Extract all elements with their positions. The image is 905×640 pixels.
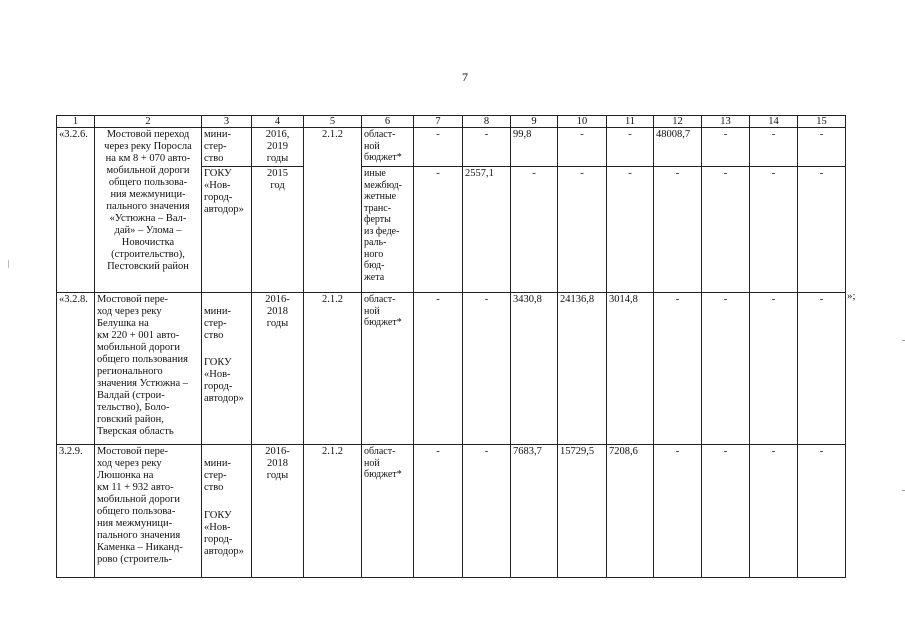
column-number: 14 <box>750 116 798 128</box>
column-number: 13 <box>702 116 750 128</box>
value-cell: 3430,8 <box>511 293 558 445</box>
value-cell: - <box>558 128 607 167</box>
item-period: 2016, 2019 годы <box>252 128 304 167</box>
value-cell: - <box>607 128 654 167</box>
value-cell: - <box>414 445 463 578</box>
column-number: 9 <box>511 116 558 128</box>
value-cell: - <box>654 167 702 293</box>
page-number: 7 <box>462 70 468 84</box>
value-cell: 7208,6 <box>607 445 654 578</box>
column-number: 11 <box>607 116 654 128</box>
value-cell: - <box>702 167 750 293</box>
item-ref: 2.1.2 <box>304 293 362 445</box>
value-cell: - <box>511 167 558 293</box>
value-cell: - <box>654 293 702 445</box>
value-cell: - <box>607 167 654 293</box>
column-number: 1 <box>57 116 95 128</box>
item-ref: 2.1.2 <box>304 128 362 293</box>
executor-agency: ГОКУ «Нов- город- автодор» <box>204 357 244 404</box>
value-cell: - <box>558 167 607 293</box>
value-cell: - <box>750 167 798 293</box>
value-cell: 99,8 <box>511 128 558 167</box>
item-name: Мостовой переход через реку Поросла на км 8 + 070 авто- мобильной дороги общего пользова- ния межмуници- пального значения «Устюжна – Вал- дай» – Улома – Новочистка (строительство), Пестовский район <box>95 128 202 293</box>
column-number-row <box>57 116 846 128</box>
item-period: 2016- 2018 годы <box>252 445 304 578</box>
item-code: «3.2.8. <box>57 293 95 445</box>
value-cell: - <box>702 293 750 445</box>
column-number: 2 <box>95 116 202 128</box>
column-number: 7 <box>414 116 463 128</box>
scan-mark <box>8 260 9 268</box>
value-cell: - <box>750 293 798 445</box>
item-code: 3.2.9. <box>57 445 95 578</box>
table-row <box>57 293 846 445</box>
item-period: 2016- 2018 годы <box>252 293 304 445</box>
executor-ministry: мини- стер- ство <box>204 458 231 493</box>
executor-agency: ГОКУ «Нов- город- автодор» <box>204 510 244 557</box>
item-period: 2015 год <box>252 167 304 293</box>
column-number: 3 <box>202 116 252 128</box>
funding-source: област- ной бюджет* <box>362 445 414 578</box>
value-cell: 2557,1 <box>463 167 511 293</box>
value-cell: 3014,8 <box>607 293 654 445</box>
column-number: 12 <box>654 116 702 128</box>
closing-mark: »; <box>847 290 856 302</box>
value-cell: - <box>463 445 511 578</box>
value-cell: - <box>654 445 702 578</box>
item-ref: 2.1.2 <box>304 445 362 578</box>
value-cell: - <box>798 128 846 167</box>
executor-ministry: мини- стер- ство <box>202 128 252 167</box>
column-number: 6 <box>362 116 414 128</box>
value-cell: 48008,7 <box>654 128 702 167</box>
executor-cell <box>202 293 252 445</box>
table-row <box>57 445 846 578</box>
executor-ministry: мини- стер- ство <box>204 306 231 341</box>
funding-source: област- ной бюджет* <box>362 128 414 167</box>
item-name: Мостовой пере- ход через реку Белушка на км 220 + 001 авто- мобильной дороги общего пользования регионального значения Устюжна – Валдай (строи- тельство), Боло- говский район, Тверская область <box>95 293 202 445</box>
column-number: 10 <box>558 116 607 128</box>
value-cell: - <box>798 445 846 578</box>
executor-agency: ГОКУ «Нов- город- автодор» <box>202 167 252 293</box>
funding-source: област- ной бюджет* <box>362 293 414 445</box>
value-cell: - <box>798 293 846 445</box>
value-cell: - <box>414 128 463 167</box>
value-cell: 15729,5 <box>558 445 607 578</box>
value-cell: - <box>702 128 750 167</box>
column-number: 15 <box>798 116 846 128</box>
value-cell: - <box>414 167 463 293</box>
value-cell: 7683,7 <box>511 445 558 578</box>
value-cell: - <box>750 128 798 167</box>
value-cell: - <box>798 167 846 293</box>
item-name: Мостовой пере- ход через реку Люшонка на км 11 + 932 авто- мобильной дороги общего пользова- ния межмуници- пального значения Каменка – Никанд- рово (строитель- <box>95 445 202 578</box>
value-cell: - <box>463 128 511 167</box>
value-cell: - <box>750 445 798 578</box>
table-row <box>57 128 846 167</box>
column-number: 5 <box>304 116 362 128</box>
value-cell: - <box>463 293 511 445</box>
value-cell: - <box>702 445 750 578</box>
column-number: 8 <box>463 116 511 128</box>
item-code: «3.2.6. <box>57 128 95 293</box>
value-cell: - <box>414 293 463 445</box>
program-table <box>56 115 846 578</box>
funding-source: иные межбюд- жетные транс- ферты из феде- раль- ного бюд- жета <box>362 167 414 293</box>
column-number: 4 <box>252 116 304 128</box>
value-cell: 24136,8 <box>558 293 607 445</box>
executor-cell <box>202 445 252 578</box>
